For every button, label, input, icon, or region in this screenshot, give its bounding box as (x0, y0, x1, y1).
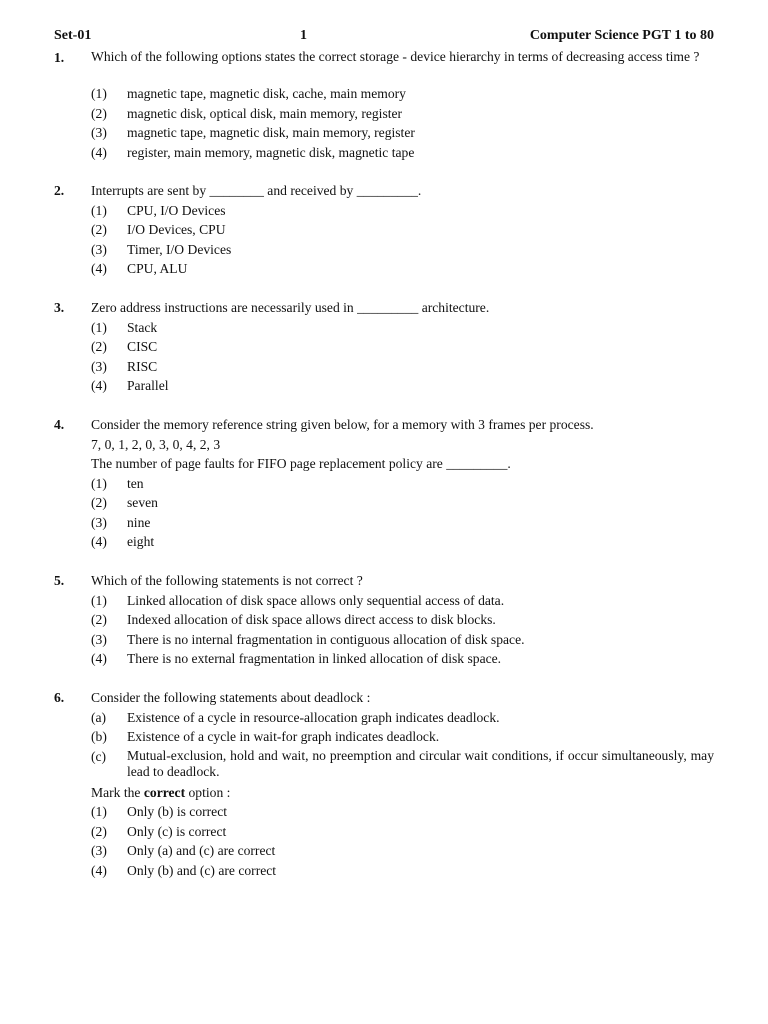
question-number: 5. (54, 573, 65, 588)
mark-suffix: option : (185, 784, 231, 800)
question-2 (54, 181, 714, 279)
option-1 (54, 201, 714, 221)
option-3 (54, 630, 714, 650)
statement-label: (a) (91, 709, 107, 725)
option-label: (4) (91, 378, 107, 393)
option-1 (54, 318, 714, 338)
question-number: 3. (54, 300, 65, 315)
option-text: I/O Devices, CPU (127, 222, 226, 237)
option-2 (54, 493, 714, 513)
option-2 (54, 104, 714, 124)
question-text: Which of the following options states the correct storage - device hierarchy in terms of decreasing access time ? (91, 49, 700, 64)
option-label: (1) (91, 804, 107, 819)
option-text: Only (c) is correct (127, 823, 227, 839)
option-label: (2) (91, 495, 107, 510)
option-2 (54, 220, 714, 240)
set-label: Set-01 (54, 28, 92, 43)
option-label: (4) (91, 534, 107, 549)
question-number: 1. (54, 50, 65, 65)
option-2 (54, 610, 714, 630)
option-text: Indexed allocation of disk space allows direct access to disk blocks. (127, 612, 496, 627)
statement-label: (c) (91, 748, 107, 764)
option-label: (2) (91, 222, 107, 237)
option-text: Linked allocation of disk space allows only sequential access of data. (127, 592, 505, 608)
option-text: Only (b) and (c) are correct (127, 862, 277, 878)
option-label: (2) (91, 105, 107, 121)
paper-title: Computer Science PGT 1 to 80 (529, 28, 714, 43)
option-label: (3) (91, 241, 107, 257)
option-text: magnetic tape, magnetic disk, main memory, register (127, 125, 415, 140)
mark-instruction (91, 783, 230, 803)
option-text: magnetic tape, magnetic disk, cache, main memory (127, 86, 406, 101)
option-3 (54, 513, 714, 533)
question-6 (54, 688, 714, 880)
option-2 (54, 337, 714, 357)
option-3 (54, 123, 714, 143)
option-label: (3) (91, 358, 107, 374)
statement-c (54, 747, 714, 783)
option-text: CPU, ALU (127, 261, 188, 276)
question-number: 4. (54, 417, 65, 432)
option-1 (54, 802, 714, 822)
option-label: (4) (91, 651, 107, 666)
question-number: 6. (54, 690, 65, 705)
statement-a (54, 708, 714, 728)
option-2 (54, 822, 714, 842)
option-text: magnetic disk, optical disk, main memory, register (127, 105, 403, 121)
option-label: (1) (91, 202, 107, 218)
option-label: (4) (91, 862, 107, 878)
option-1 (54, 591, 714, 611)
question-text: Consider the following statements about deadlock : (91, 690, 371, 705)
statement-text: Existence of a cycle in wait-for graph indicates deadlock. (127, 729, 440, 744)
option-text: Only (b) is correct (127, 804, 228, 819)
question-1 (54, 48, 714, 162)
option-label: (2) (91, 612, 107, 627)
option-label: (3) (91, 125, 107, 140)
mark-prefix: Mark the (91, 784, 144, 800)
option-text: Only (a) and (c) are correct (127, 843, 276, 858)
option-text: Stack (127, 319, 158, 335)
question-text: Which of the following statements is not correct ? (91, 573, 363, 588)
option-3 (54, 841, 714, 861)
option-4 (54, 376, 714, 396)
option-4 (54, 861, 714, 881)
option-text: ten (127, 475, 144, 491)
question-subtext: The number of page faults for FIFO page replacement policy are _________. (91, 456, 511, 471)
option-label: (1) (91, 319, 107, 335)
option-4 (54, 259, 714, 279)
option-label: (4) (91, 144, 107, 160)
question-3 (54, 298, 714, 396)
reference-string: 7, 0, 1, 2, 0, 3, 0, 4, 2, 3 (91, 436, 221, 452)
page-number: 1 (300, 28, 307, 43)
option-text: nine (127, 514, 151, 530)
option-label: (3) (91, 843, 107, 858)
option-label: (1) (91, 86, 107, 101)
statement-text: Existence of a cycle in resource-allocation graph indicates deadlock. (127, 709, 500, 725)
option-4 (54, 649, 714, 669)
question-text: Zero address instructions are necessarily used in _________ architecture. (91, 300, 490, 315)
question-4 (54, 415, 714, 552)
option-1 (54, 474, 714, 494)
option-text: There is no internal fragmentation in contiguous allocation of disk space. (127, 631, 525, 647)
option-text: Timer, I/O Devices (127, 241, 232, 257)
question-5 (54, 571, 714, 669)
option-text: seven (127, 495, 158, 510)
statement-text: Mutual-exclusion, hold and wait, no preemption and circular wait conditions, if occur simultaneously, may lead to deadlock. (127, 747, 714, 779)
question-text: Consider the memory reference string given below, for a memory with 3 frames per process. (91, 417, 594, 432)
option-label: (4) (91, 261, 107, 276)
option-4 (54, 532, 714, 552)
option-text: eight (127, 534, 155, 549)
option-text: CPU, I/O Devices (127, 202, 226, 218)
option-text: RISC (127, 358, 158, 374)
option-text: There is no external fragmentation in linked allocation of disk space. (127, 651, 502, 666)
mark-bold: correct (143, 784, 186, 800)
option-text: Parallel (127, 378, 169, 393)
option-text: CISC (127, 339, 158, 354)
option-1 (54, 84, 714, 104)
question-text: Interrupts are sent by ________ and received by _________. (91, 183, 422, 198)
option-label: (3) (91, 514, 107, 530)
option-text: register, main memory, magnetic disk, magnetic tape (127, 144, 415, 160)
option-label: (3) (91, 631, 107, 647)
question-number: 2. (54, 183, 65, 198)
statement-b (54, 727, 714, 747)
statement-label: (b) (91, 729, 107, 744)
option-label: (2) (91, 339, 107, 354)
option-label: (1) (91, 475, 107, 491)
option-4 (54, 143, 714, 163)
option-3 (54, 357, 714, 377)
option-label: (1) (91, 592, 107, 608)
option-label: (2) (91, 823, 107, 839)
option-3 (54, 240, 714, 260)
page-header (54, 28, 714, 48)
